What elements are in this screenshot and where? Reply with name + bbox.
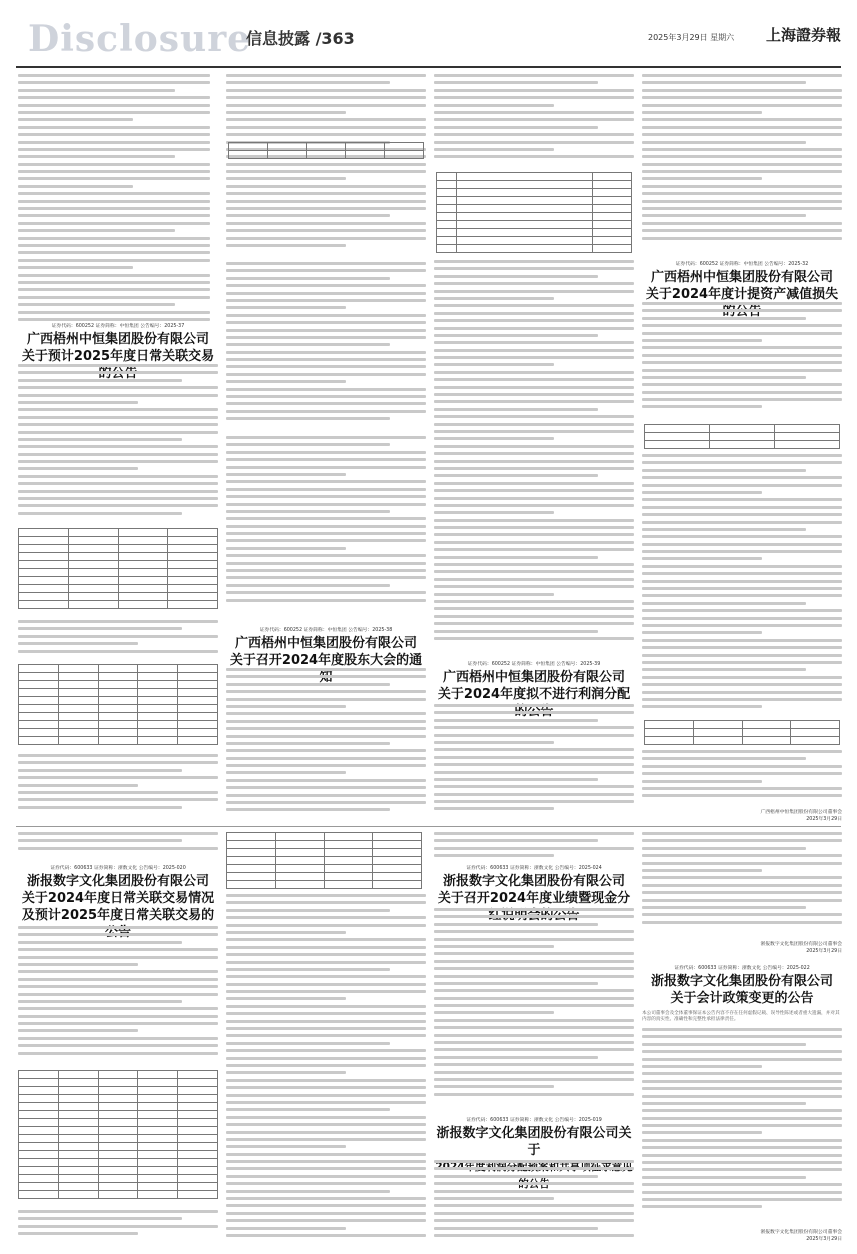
body-text-column: [642, 454, 842, 716]
masthead: [8, 12, 849, 60]
body-text-column: [18, 832, 218, 856]
stock-code-line: 证券代码：600252 证券简称：中恒集团 公告编号：2025-37: [51, 324, 185, 329]
body-text-column: [642, 302, 842, 420]
signature-date: 2025年3月29日: [806, 817, 842, 822]
section-divider: [16, 826, 841, 827]
body-text-column: [18, 620, 218, 660]
data-table: [644, 424, 840, 449]
body-text-column: [18, 74, 210, 322]
data-table: [436, 172, 632, 253]
body-text-column: [226, 894, 426, 1244]
company-name: 广西梧州中恒集团股份有限公司: [234, 636, 417, 651]
issue-date: 2025年3月29日 星期六: [648, 33, 735, 42]
signature-company: 浙报数字文化集团股份有限公司董事会: [760, 1230, 842, 1235]
company-name: 广西梧州中恒集团股份有限公司: [26, 332, 209, 347]
body-text-column: [434, 74, 634, 166]
stock-code-line: 证券代码：600633 证券简称：浙数文化 公告编号：2025-020: [50, 866, 186, 871]
company-name: 浙报数字文化集团股份有限公司关于: [436, 1126, 632, 1158]
company-name: 广西梧州中恒集团股份有限公司: [442, 670, 625, 685]
signature-block: [642, 808, 842, 822]
body-text-column: [434, 260, 634, 650]
body-text-column: [18, 926, 218, 1066]
body-text-column: [642, 832, 842, 934]
signature-block: [642, 940, 842, 954]
body-text-column: [642, 74, 842, 250]
section-title: 信息披露 /363: [246, 29, 355, 48]
data-table: [644, 720, 840, 745]
signature-date: 2025年3月29日: [806, 1237, 842, 1242]
body-text-column: [642, 750, 842, 810]
signature-date: 2025年3月29日: [806, 949, 842, 954]
body-text-column: [18, 364, 218, 524]
body-text-column: [18, 1210, 218, 1246]
company-name: 浙报数字文化集团股份有限公司: [650, 974, 833, 989]
masthead-rule: [16, 66, 841, 68]
body-text-column: [226, 262, 426, 432]
announcement-title: 关于召开2024年度股东大会的通: [229, 653, 423, 668]
announcement-title: 关于2024年度日常关联交易情况及预计2025年度日常关联交易的: [21, 891, 215, 923]
signature-block: [642, 1228, 842, 1242]
data-table: [228, 142, 424, 159]
signature-company: 浙报数字文化集团股份有限公司董事会: [760, 942, 842, 947]
stock-code-line: 证券代码：600633 证券简称：浙数文化 公告编号：2025-019: [466, 1118, 602, 1123]
body-text-column: [434, 908, 634, 1106]
body-text-column: [226, 436, 426, 616]
stock-code-line: 证券代码：600633 证券简称：浙数文化 公告编号：2025-022: [674, 966, 810, 971]
masthead-word: Disclosure: [28, 18, 252, 60]
body-text-column: [18, 754, 218, 820]
stock-code-line: 证券代码：600252 证券简称：中恒集团 公告编号：2025-39: [467, 662, 601, 667]
body-text-column: [434, 1160, 634, 1246]
body-text-column: [226, 668, 426, 820]
data-table: [18, 664, 218, 745]
signature-company: 广西梧州中恒集团股份有限公司董事会: [760, 810, 842, 815]
body-text-column: [226, 74, 426, 256]
announcement-title: 关于会计政策变更的公告: [670, 991, 814, 1006]
data-table: [18, 528, 218, 609]
disclaimer-text: 本公司董事会及全体董事保证本公告内容不存在任何虚假记载、误导性陈述或者重大遗漏，并对其内容的真实性、准确性和完整性承担法律责任。: [642, 1011, 840, 1022]
stock-code-line: 证券代码：600633 证券简称：浙数文化 公告编号：2025-024: [466, 866, 602, 871]
data-table: [18, 1070, 218, 1199]
company-name: 浙报数字文化集团股份有限公司: [26, 874, 209, 889]
body-text-column: [434, 704, 634, 820]
stock-code-line: 证券代码：600252 证券简称：中恒集团 公告编号：2025-32: [675, 262, 809, 267]
body-text-column: [434, 832, 634, 862]
data-table: [226, 832, 422, 889]
announcement-title: 关于召开2024年度业绩暨现金分: [437, 891, 631, 906]
company-name: 浙报数字文化集团股份有限公司: [442, 874, 625, 889]
stock-code-line: 证券代码：600252 证券简称：中恒集团 公告编号：2025-38: [259, 628, 393, 633]
company-name: 广西梧州中恒集团股份有限公司: [650, 270, 833, 285]
announcement-heading: [642, 964, 842, 1022]
announcement-title: 关于2024年度计提资产减值损失: [645, 287, 839, 302]
newspaper-logo: 上海證券報: [765, 26, 841, 44]
announcement-title: 关于预计2025年度日常关联交易: [21, 349, 215, 364]
announcement-title: 关于2024年度拟不进行利润分配: [437, 687, 631, 702]
body-text-column: [642, 1028, 842, 1224]
